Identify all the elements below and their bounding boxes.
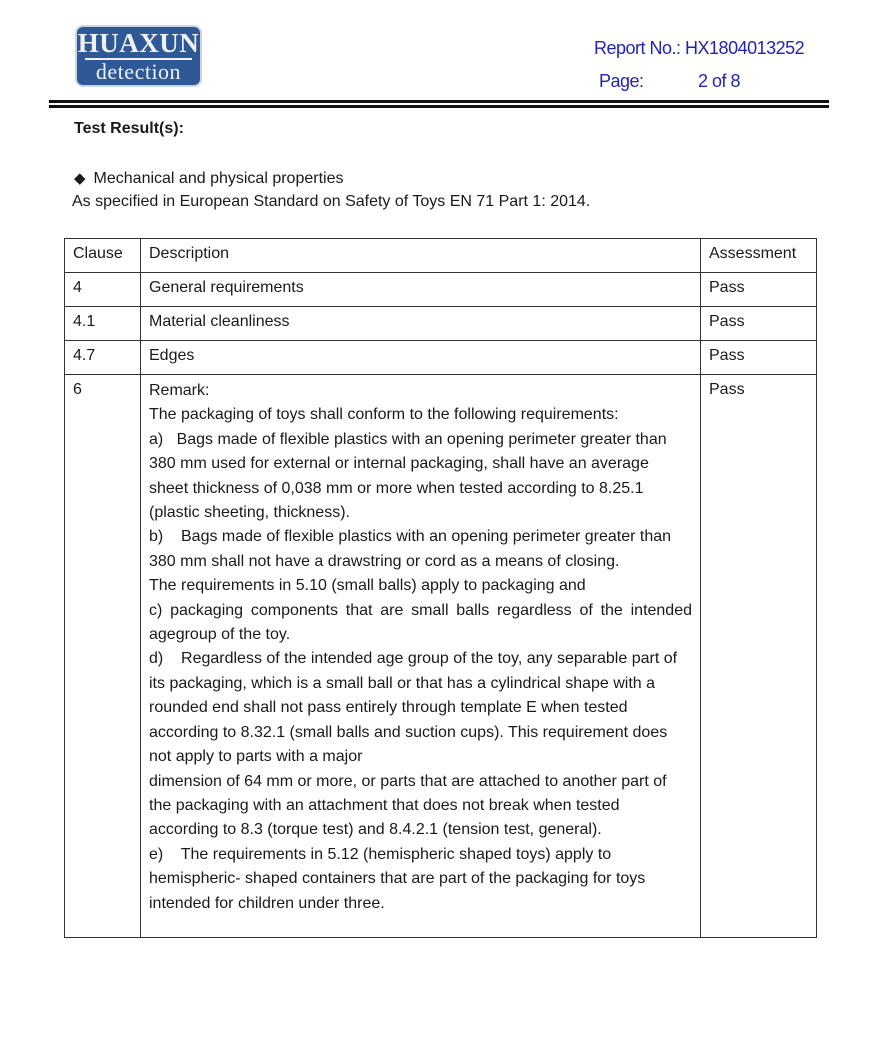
table-row <box>65 273 817 307</box>
clause-cell: 6 <box>65 375 141 938</box>
description-cell: Edges <box>141 341 701 375</box>
remark-line: intended for children under three. <box>149 894 385 912</box>
remark-row <box>65 375 817 938</box>
remark-line: its packaging, which is a small ball or that has a cylindrical shape with a <box>149 674 656 692</box>
remark-line: hemispheric- shaped containers that are part of the packaging for toys <box>149 870 646 888</box>
header-description: Description <box>141 239 701 273</box>
remark-line: d) Regardless of the intended age group of the toy, any separable part of <box>149 650 678 668</box>
company-logo <box>75 25 202 87</box>
clause-cell: 4 <box>65 273 141 307</box>
results-table <box>64 238 817 938</box>
remark-line: the packaging with an attachment that does not break when tested <box>149 796 620 814</box>
page-label: Page: <box>599 71 644 91</box>
remark-line: rounded end shall not pass entirely through template E when tested <box>149 699 628 717</box>
remark-line: sheet thickness of 0,038 mm or more when tested according to 8.25.1 <box>149 479 644 497</box>
logo-text-secondary: detection <box>95 59 182 84</box>
remark-line: e) The requirements in 5.12 (hemispheric shaped toys) apply to <box>149 845 612 863</box>
test-results-title: Test Result(s): <box>74 120 184 137</box>
section-heading-text: Mechanical and physical properties <box>93 170 344 187</box>
table-row <box>65 341 817 375</box>
remark-line: 380 mm used for external or internal packaging, shall have an average <box>149 455 649 473</box>
remark-line: (plastic sheeting, thickness). <box>149 504 350 522</box>
standard-spec: As specified in European Standard on Safety of Toys EN 71 Part 1: 2014. <box>72 193 591 210</box>
report-number: Report No.: HX1804013252 <box>594 38 805 58</box>
description-cell: General requirements <box>141 273 701 307</box>
remark-line: The packaging of toys shall conform to the following requirements: <box>149 406 619 424</box>
remark-description-cell <box>141 375 701 938</box>
remark-line: according to 8.3 (torque test) and 8.4.2.1 (tension test, general). <box>149 821 602 839</box>
assessment-cell: Pass <box>701 375 817 938</box>
assessment-cell: Pass <box>701 307 817 341</box>
header-divider-top <box>49 100 829 103</box>
remark-line: Remark: <box>149 382 210 399</box>
clause-cell: 4.1 <box>65 307 141 341</box>
assessment-cell: Pass <box>701 341 817 375</box>
diamond-bullet-icon: ◆ <box>74 170 86 187</box>
remark-line: The requirements in 5.10 (small balls) apply to packaging and <box>149 577 586 595</box>
clause-cell: 4.7 <box>65 341 141 375</box>
remark-line: according to 8.32.1 (small balls and suction cups). This requirement does <box>149 723 668 741</box>
remark-line: a) Bags made of flexible plastics with an opening perimeter greater than <box>149 430 667 448</box>
table-header-row <box>65 239 817 273</box>
remark-line: b) Bags made of flexible plastics with an opening perimeter greater than <box>149 528 672 546</box>
remark-line: dimension of 64 mm or more, or parts that are attached to another part of <box>149 772 667 790</box>
remark-line: c) packaging components that are small balls regardless of the intended <box>149 601 692 619</box>
remark-line: 380 mm shall not have a drawstring or cord as a means of closing. <box>149 552 620 570</box>
section-heading <box>74 169 343 188</box>
remark-line: agegroup of the toy. <box>149 626 291 644</box>
assessment-cell: Pass <box>701 273 817 307</box>
description-cell: Material cleanliness <box>141 307 701 341</box>
header-divider-bottom <box>49 105 829 108</box>
page-number: 2 of 8 <box>698 71 741 91</box>
logo-text-primary: HUAXUN <box>77 28 200 58</box>
header-assessment: Assessment <box>701 239 817 273</box>
table-row <box>65 307 817 341</box>
header-clause: Clause <box>65 239 141 273</box>
remark-line: not apply to parts with a major <box>149 748 363 766</box>
